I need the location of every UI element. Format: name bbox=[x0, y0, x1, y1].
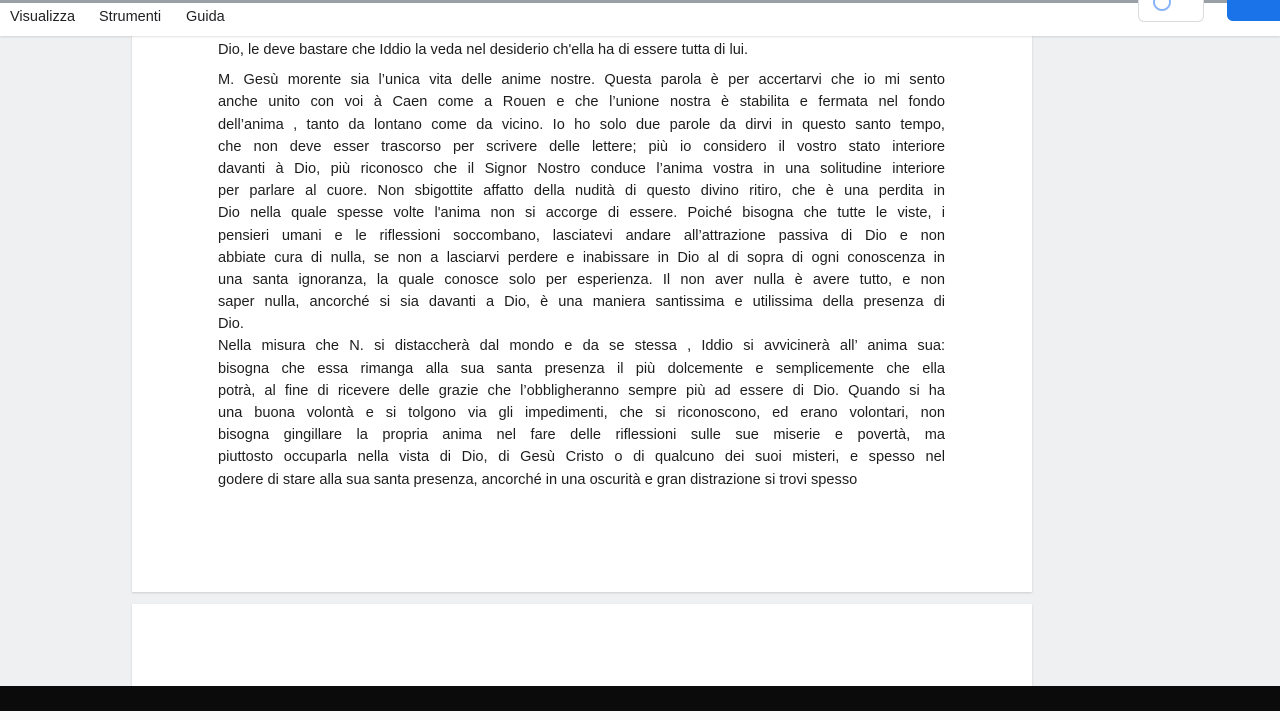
text-line: per parlare al cuore. Non sbigottite affatto della nudità di questo divino ritiro, che è una perdita in bbox=[218, 183, 945, 200]
text-line: godere di stare alla sua santa presenza, ancorché in una oscurità e gran distrazione si trovi spesso bbox=[218, 471, 858, 488]
bottom-strip bbox=[0, 711, 1280, 720]
text-line: bisogna gingillare la propria anima nel fare delle riflessioni sulle sue miserie e povertà, ma bbox=[218, 427, 945, 444]
text-line: anche unito con voi à Caen come a Rouen e che l’unione nostra è stabilita e fermata nel fondo bbox=[218, 94, 945, 111]
text-line: M. Gesù morente sia l’unica vita delle anime nostre. Questa parola è per accertarvi che io mi sento bbox=[218, 72, 945, 89]
text-line: saper nulla, ancorché si sia davanti a Dio, è una maniera santissima e utilissima della presenza di bbox=[218, 294, 945, 311]
text-line: davanti à Dio, più riconosco che il Signor Nostro conduce l’anima vostra in una solitudine interiore bbox=[218, 160, 945, 177]
document-page-next bbox=[132, 604, 1032, 694]
menu-guida[interactable]: Guida bbox=[186, 9, 225, 25]
paragraph-2 bbox=[218, 335, 945, 490]
video-bar bbox=[0, 686, 1280, 711]
text-line: bisogna che essa rimanga alla sua santa presenza il più dolcemente e semplicemente che ella bbox=[218, 360, 945, 377]
menu-bar bbox=[0, 3, 1280, 36]
paragraph-1 bbox=[218, 69, 945, 335]
share-button[interactable] bbox=[1227, 0, 1280, 21]
edit-mode-icon bbox=[1153, 0, 1171, 11]
text-line: potrà, al fine di ricevere delle grazie che l’obbligheranno sempre più ad essere di Dio. Quando si ha bbox=[218, 382, 945, 399]
partial-line: Dio, le deve bastare che Iddio la veda nel desiderio ch'ella ha di essere tutta di lui. bbox=[218, 42, 749, 58]
menu-visualizza[interactable]: Visualizza bbox=[10, 9, 76, 25]
text-line: dell’anima , tanto da lontano come da vicino. Io ho solo due parole da dirvi in questo santo tempo, bbox=[218, 116, 945, 133]
text-line: abbiate cura di nulla, se non a lasciarvi perdere e inabissare in Dio al di sopra di ogni conoscenza in bbox=[218, 249, 945, 266]
text-line: Nella misura che N. si distaccherà dal mondo e da se stessa , Iddio si avvicinerà all’ anima sua: bbox=[218, 338, 945, 355]
text-line: che non deve esser trascorso per scrivere delle lettere; più io considero il vostro stato interiore bbox=[218, 138, 945, 155]
text-line: Dio. bbox=[218, 316, 244, 333]
text-line: pensieri umani e le riflessioni soccombano, lasciatevi andare all’attrazione passiva di Dio e non bbox=[218, 227, 945, 244]
text-line: piuttosto occuparla nella vista di Dio, di Gesù Cristo o di qualcuno dei suoi misteri, e spesso nel bbox=[218, 449, 945, 466]
mode-dropdown-button[interactable] bbox=[1138, 0, 1204, 22]
text-line: una buona volontà e si tolgono via gli impedimenti, che si riconoscono, ed erano volontari, non bbox=[218, 405, 945, 421]
menu-strumenti[interactable]: Strumenti bbox=[99, 9, 162, 25]
text-line: Dio nella quale spesse volte l'anima non si accorge di essere. Poiché bisogna che tutte le viste, i bbox=[218, 205, 945, 222]
document-body[interactable] bbox=[218, 39, 945, 491]
text-line: una santa ignoranza, la quale conosce solo per esperienza. Il non aver nulla è avere tutto, e non bbox=[218, 271, 945, 288]
